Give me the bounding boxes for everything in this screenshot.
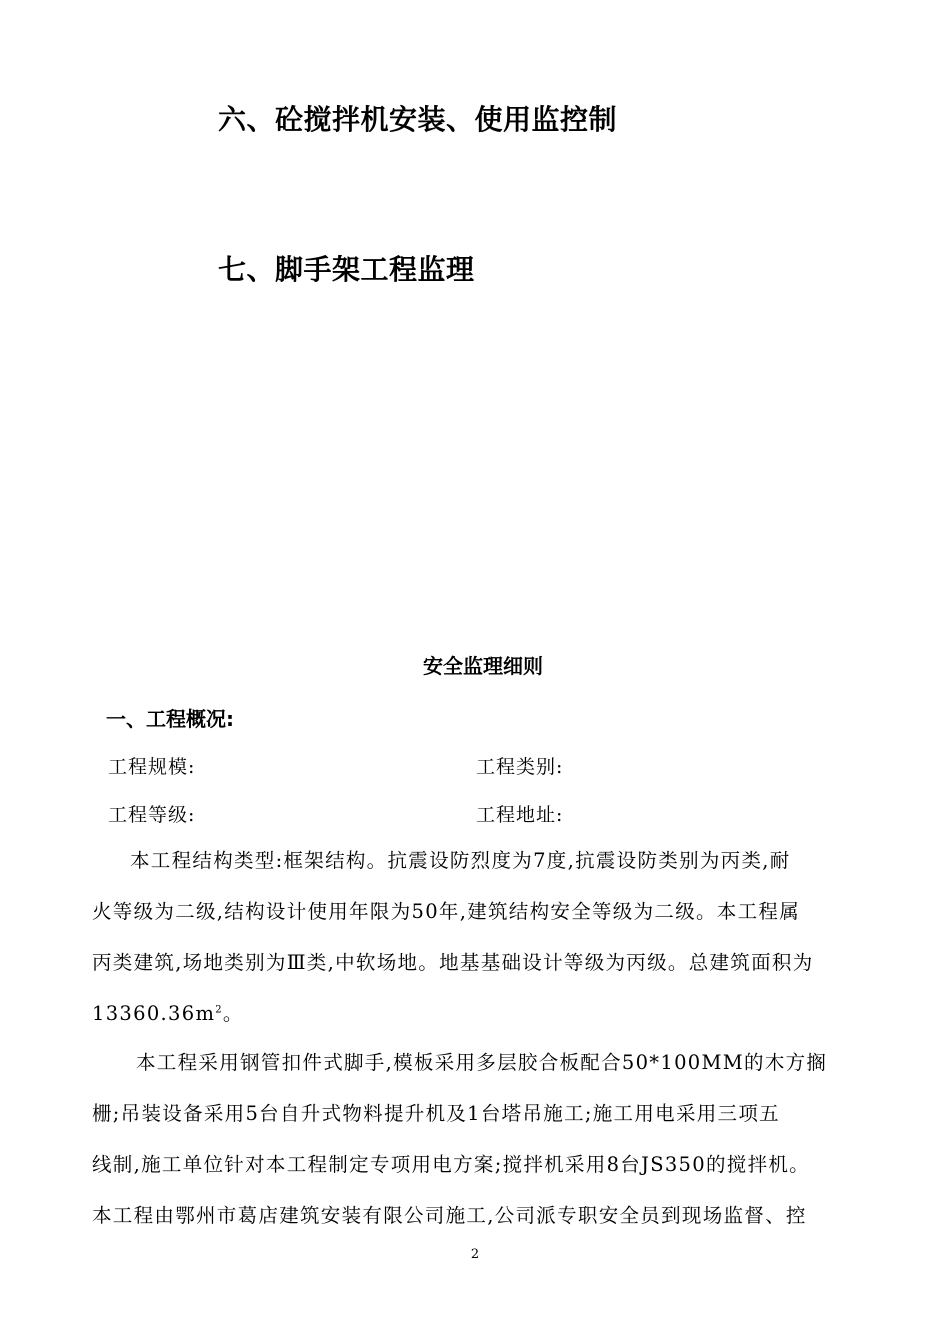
paragraph-line: 丙类建筑,场地类别为Ⅲ类,中软场地。地基基础设计等级为丙级。总建筑面积为 — [92, 951, 814, 974]
paragraph-line-area — [92, 988, 862, 1039]
area-value: 13360.36m — [92, 1002, 216, 1025]
area-unit-superscript: 2 — [215, 1004, 223, 1016]
section-6-heading: 六、砼搅拌机安装、使用监控制 — [218, 103, 618, 136]
paragraph-construction-methods — [92, 1037, 862, 1241]
paragraph-line: 线制,施工单位针对本工程制定专项用电方案;搅拌机采用8台JS350的搅拌机。 — [92, 1153, 810, 1176]
paragraph-line: 本工程由鄂州市葛店建筑安装有限公司施工,公司派专职安全员到现场监督、控 — [92, 1204, 807, 1227]
field-project-address: 工程地址: — [476, 804, 564, 826]
field-project-category: 工程类别: — [476, 756, 564, 778]
field-project-grade: 工程等级: — [108, 804, 196, 826]
area-end-mark: 。 — [222, 1002, 244, 1025]
paragraph-line: 栅;吊装设备采用5台自升式物料提升机及1台塔吊施工;施工用电采用三项五 — [92, 1102, 780, 1125]
paragraph-structure-overview — [92, 835, 862, 1039]
section-1-title: 一、工程概况: — [106, 707, 234, 731]
paragraph-line: 本工程采用钢管扣件式脚手,模板采用多层胶合板配合50*100MM的木方搁 — [136, 1051, 828, 1074]
document-title: 安全监理细则 — [423, 654, 543, 678]
paragraph-line: 本工程结构类型:框架结构。抗震设防烈度为7度,抗震设防类别为丙类,耐 — [130, 849, 791, 872]
paragraph-line: 火等级为二级,结构设计使用年限为50年,建筑结构安全等级为二级。本工程属 — [92, 900, 801, 923]
field-project-scale: 工程规模: — [108, 756, 196, 778]
page-number: 2 — [470, 1247, 480, 1262]
section-7-heading: 七、脚手架工程监理 — [218, 253, 475, 286]
